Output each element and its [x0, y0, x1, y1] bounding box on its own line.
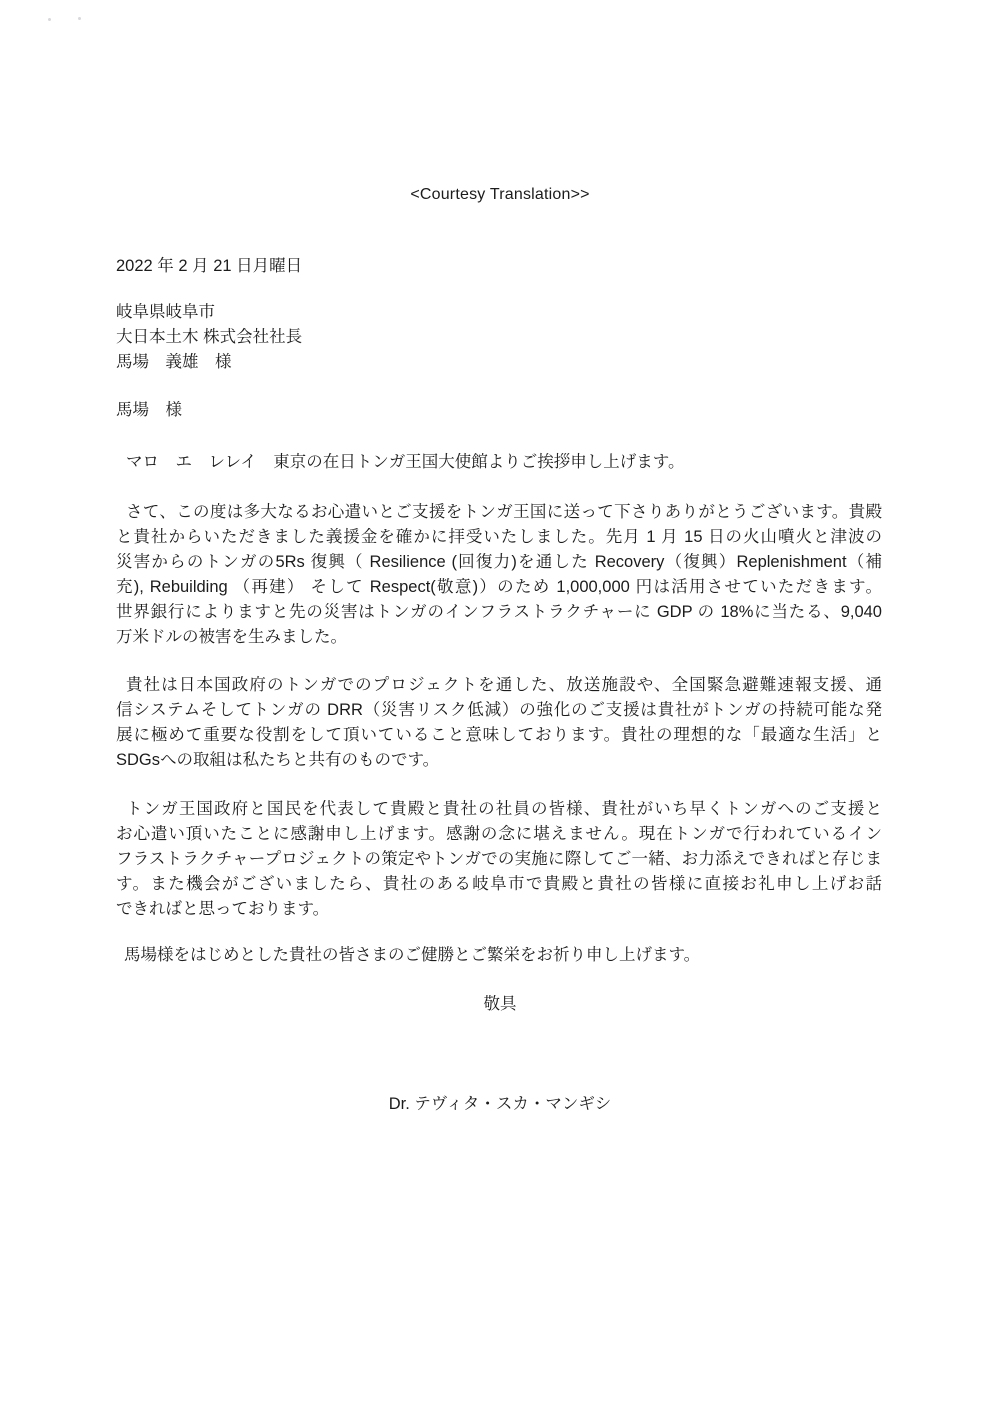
- body-line: 万米ドルの被害を生みました。: [116, 628, 347, 646]
- letter-date: 2022 年 2 月 21 日月曜日: [116, 257, 303, 275]
- courtesy-translation-heading: <Courtesy Translation>>: [410, 186, 590, 203]
- body-line: さて、この度は多大なるお心遣いとご支援をトンガ王国に送って下さりありがとうございます。貴殿: [126, 503, 882, 521]
- paragraph-donation-thanks: [116, 500, 882, 650]
- signoff-keigu: 敬具: [483, 995, 517, 1013]
- scan-artifact-dot: [78, 17, 81, 20]
- body-line: できればと思っております。: [116, 900, 330, 918]
- body-line: 世界銀行によりますと先の災害はトンガのインフラストラクチャーに GDP の 18%に当たる、9,040: [116, 603, 882, 621]
- body-line: フラストラクチャープロジェクトの策定やトンガでの実施に際してご一緒、お力添えできればと存じま: [116, 850, 882, 868]
- recipient-company-title: 大日本土木 株式会社社長: [116, 328, 303, 346]
- body-line: 信システムそしてトンガの DRR（災害リスク低減）の強化のご支援は貴社がトンガの持続可能な発: [116, 701, 882, 719]
- recipient-city: 岐阜県岐阜市: [116, 303, 215, 321]
- scan-artifact-dot: [48, 18, 51, 21]
- body-line: と貴社からいただきました義援金を確かに拝受いたしました。先月 1 月 15 日の火山噴火と津波の: [116, 528, 882, 546]
- closing-wish-line: 馬場様をはじめとした貴社の皆さまのご健勝とご繁栄をお祈り申し上げます。: [124, 946, 701, 964]
- recipient-name: 馬場 義雄 様: [116, 353, 232, 371]
- paragraph-gratitude: [116, 797, 882, 922]
- body-line: 充), Rebuilding （再建） そして Respect(敬意)）のため 1,000,000 円は活用させていただきます。: [116, 578, 882, 596]
- body-line: お心遣い頂いたことに感謝申し上げます。感謝の念に堪えません。現在トンガで行われているイン: [116, 825, 882, 843]
- body-line: 展に極めて重要な役割をして頂いていること意味しております。貴社の理想的な「最適な生活」と: [116, 726, 882, 744]
- greeting-line: マロ エ レレイ 東京の在日トンガ王国大使館よりご挨拶申し上げます。: [126, 453, 685, 471]
- body-line: トンガ王国政府と国民を代表して貴殿と貴社の社員の皆様、貴社がいち早くトンガへのご支援と: [126, 800, 883, 818]
- recipient-block: [116, 300, 302, 375]
- paragraph-company-projects: [116, 673, 882, 773]
- body-line: す。また機会がございましたら、貴社のある岐阜市で貴殿と貴社の皆様に直接お礼申し上げお話: [116, 875, 882, 893]
- body-line: 災害からのトンガの5Rs 復興（ Resilience (回復力)を通した Recovery（復興）Replenishment（補: [116, 553, 882, 571]
- signature-name: Dr. テヴィタ・スカ・マンギシ: [388, 1095, 612, 1113]
- body-line: 貴社は日本国政府のトンガでのプロジェクトを通した、放送施設や、全国緊急避難速報支援、通: [126, 676, 882, 694]
- salutation: 馬場 様: [116, 401, 182, 419]
- body-line: SDGsへの取組は私たちと共有のものです。: [116, 751, 440, 769]
